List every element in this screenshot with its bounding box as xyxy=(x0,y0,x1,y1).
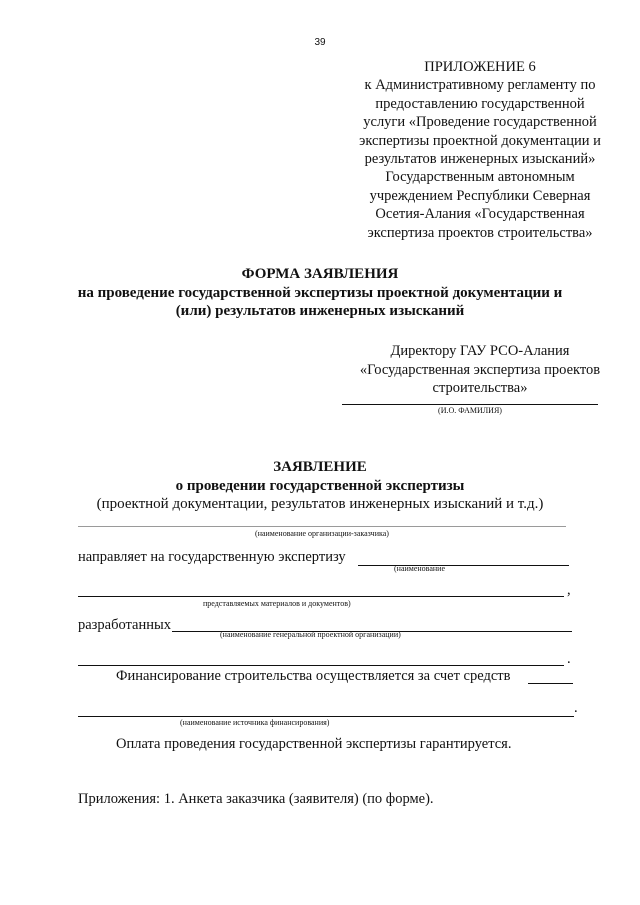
appendix-line: услуги «Проведение государственной xyxy=(363,114,597,131)
attachments-text: Приложения: 1. Анкета заказчика (заявителя) (по форме). xyxy=(78,791,434,807)
materials-caption: представляемых материалов и документов) xyxy=(203,599,351,608)
sends-text: направляет на государственную экспертизу xyxy=(78,549,346,565)
period-mark: . xyxy=(574,700,578,716)
period-mark: . xyxy=(567,651,571,667)
financing-field[interactable] xyxy=(528,683,573,684)
appendix-line: Осетия-Алания «Государственная xyxy=(375,206,585,223)
director-name-field[interactable] xyxy=(342,404,598,405)
form-title-line: на проведение государственной экспертизы проектной документации и xyxy=(77,284,563,301)
appendix-header xyxy=(330,58,630,242)
statement-subheading: о проведении государственной экспертизы xyxy=(175,477,465,494)
customer-org-field[interactable] xyxy=(78,526,566,527)
financing-source-field[interactable] xyxy=(78,716,574,717)
general-org-caption: (наименование генеральной проектной организации) xyxy=(220,630,401,639)
customer-org-caption: (наименование организации-заказчика) xyxy=(255,529,389,538)
materials-field[interactable] xyxy=(78,596,564,597)
addressee-line: «Государственная экспертиза проектов xyxy=(359,361,601,378)
payment-text: Оплата проведения государственной экспертизы гарантируется. xyxy=(116,736,512,752)
statement-heading: ЗАЯВЛЕНИЕ xyxy=(273,459,367,475)
comma-mark: , xyxy=(567,582,571,598)
statement-title xyxy=(0,458,640,514)
naming-caption: (наименование xyxy=(394,564,446,573)
form-title xyxy=(0,265,640,321)
appendix-line: к Административному регламенту по xyxy=(364,77,596,94)
financing-source-caption: (наименование источника финансирования) xyxy=(180,718,330,727)
director-name-caption: (И.О. ФАМИЛИЯ) xyxy=(438,406,502,415)
page-number: 39 xyxy=(314,37,326,48)
financing-text: Финансирование строительства осуществляется за счет средств xyxy=(116,668,511,684)
addressee-line: строительства» xyxy=(432,380,528,396)
addressee-line: Директору ГАУ РСО-Алания xyxy=(390,343,570,359)
form-title-line: (или) результатов инженерных изысканий xyxy=(175,303,465,319)
addressee-block xyxy=(330,342,630,398)
materials-name-field[interactable] xyxy=(358,565,569,566)
appendix-line: экспертизы проектной документации и xyxy=(359,132,601,149)
appendix-line: ПРИЛОЖЕНИЕ 6 xyxy=(424,59,536,75)
appendix-line: экспертиза проектов строительства» xyxy=(367,224,593,241)
appendix-line: Государственным автономным xyxy=(385,169,575,186)
developed-text: разработанных xyxy=(78,617,171,633)
appendix-line: результатов инженерных изысканий» xyxy=(364,151,596,168)
general-org-field-continued[interactable] xyxy=(78,665,564,666)
statement-subtitle: (проектной документации, результатов инженерных изысканий и т.д.) xyxy=(96,496,544,512)
appendix-line: предоставлению государственной xyxy=(375,95,585,112)
appendix-line: учреждением Республики Северная xyxy=(369,187,591,204)
form-heading: ФОРМА ЗАЯВЛЕНИЯ xyxy=(241,266,399,282)
